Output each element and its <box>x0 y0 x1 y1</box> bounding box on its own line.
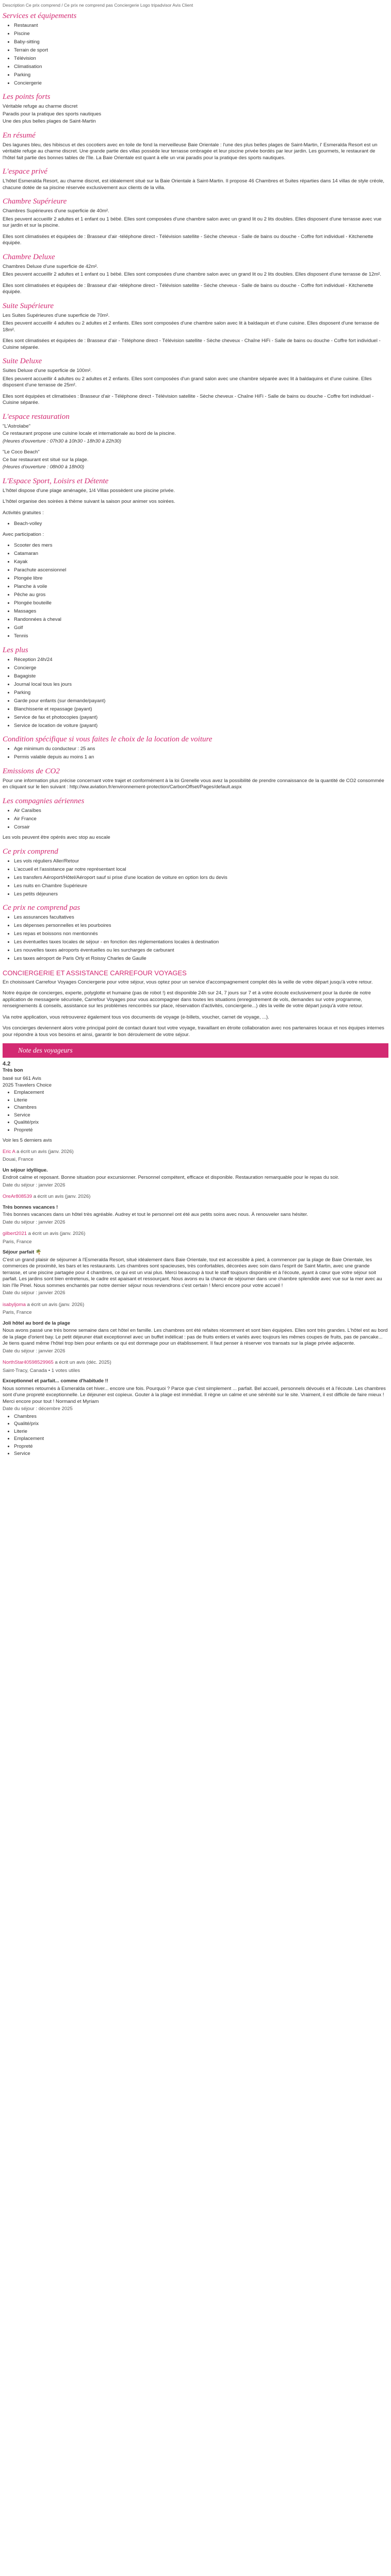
comprend-title: Ce prix comprend <box>3 847 58 856</box>
list-item: • Service de fax et photocopies (payant) <box>14 715 388 721</box>
rating-based: basé sur 661 Avis <box>3 1076 41 1081</box>
list-item: • Catamaran <box>14 551 388 557</box>
review-written: a écrit un avis (janv. 2026) <box>27 1301 85 1308</box>
review-place: Paris, France <box>3 1310 32 1315</box>
list-item: • Parking <box>14 690 388 697</box>
review-date: Date du séjour : janvier 2026 <box>3 1219 66 1225</box>
review-meta <box>3 1231 388 1238</box>
reviews-intro[interactable]: Voir les 5 derniers avis <box>3 1138 52 1143</box>
review-place: Paris, France <box>3 1239 32 1245</box>
list-item: • Les éventuelles taxes locales de séjour - en fonction des réglementations locales à destination <box>14 939 388 946</box>
list-item: • Piscine <box>14 31 388 38</box>
list-item: • Les repas et boissons non mentionnés <box>14 931 388 938</box>
suite-sup-capacity: Elles peuvent accueillir 4 adultes ou 2 adultes et 2 enfants. Elles sont composées d'une chambre salon avec lit à baldaquin et d'une cuisine. Elles disposent d'une terrasse de 18m². <box>3 320 380 333</box>
review-author[interactable]: OreAr808539 <box>3 1194 32 1199</box>
list-item: • Journal local tous les jours <box>14 682 388 688</box>
rating-since: 2025 Travelers Choice <box>3 1082 52 1088</box>
review-author[interactable]: NorthStar40598529965 <box>3 1360 54 1365</box>
suite-sup-size: Les Suites Supérieures d'une superficie de 70m². <box>3 312 110 318</box>
compagnies-title: Les compagnies aériennes <box>3 796 85 805</box>
chambre-deluxe-capacity: Elles peuvent accueillir 2 adultes et 1 enfant ou 1 bébé. Elles sont composées d'une chambre salon avec un grand lit ou 2 lits doubles. Elles disposent d'une terrasse de 12m². <box>3 272 381 277</box>
list-item: • Chambres <box>14 1414 388 1420</box>
compagnies-list <box>3 808 388 831</box>
list-item: • Scooter des mers <box>14 543 388 549</box>
list-item: • Age minimum du conducteur : 25 ans <box>14 746 388 753</box>
list-item: • Tennis <box>14 633 388 640</box>
comprend-list <box>3 858 388 898</box>
review-criteria <box>3 1414 388 1458</box>
review <box>3 1302 388 1355</box>
review-meta <box>3 1360 388 1366</box>
breadcrumb-tabs[interactable]: Description Ce prix comprend / Ce prix ne comprend pas Conciergerie Logo tripadvisor Avis Client <box>3 3 193 8</box>
list-item: • Bagagiste <box>14 673 388 680</box>
suite-sup-title: Suite Supérieure <box>3 301 54 310</box>
restaurant-2-desc: Ce bar restaurant est situé sur la plage. <box>3 456 89 463</box>
rating-summary <box>3 1061 388 1133</box>
list-item: • Air Caraïbes <box>14 808 388 815</box>
chambre-sup-equipment: Elles sont climatisées et équipées de : Brasseur d'air -téléphone direct - Télévision satellite - Sèche cheveux - Salle de bains ou douche - Coffre fort individuel - Kitchenette équipée. <box>3 233 373 246</box>
review-date: Date du séjour : janvier 2026 <box>3 1348 66 1354</box>
review <box>3 1360 388 1458</box>
suite-deluxe-capacity: Elles peuvent accueillir 4 adultes ou 2 adultes et 2 enfants. Elles sont composées d'un grand salon avec une chambre séparée avec lit à baldaquins et d'une cuisine. Elles disposent d'une terrasse de 25m². <box>3 376 372 388</box>
espace-prive-text: L'hôtel Esmeralda Resort, au charme discret, est idéalement situé sur la Baie Orientale à Saint-Martin. Il propose 46 Chambres et Suites réparties dans 14 villas de style créole, chacune dotée de sa piscine réservée exclusivement aux clients de la villa. <box>3 178 385 191</box>
review-date: Date du séjour : décembre 2025 <box>3 1406 73 1412</box>
review-written: a écrit un avis (janv. 2026) <box>28 1231 86 1236</box>
services-title: Services et équipements <box>3 11 77 20</box>
list-item: • Conciergerie <box>14 80 388 87</box>
resume-text: Des lagunes bleu, des hibiscus et des cocotiers avec en toile de fond la merveilleuse Baie Orientale : l'une des plus belles plages de Saint-Martin, l' Esmeralda Resort est un véritable refuge au charme discret. Une grande partie des villas possède leur terrasse ombragée et leur piscine privée bordés par leur jardin. Les gourmets, le restaurant de l'hôtel fait partie des bonnes tables de l'île. La Baie Orientale est quant à elle un vrai paradis pour la pratique des sports nautiques. <box>3 142 378 161</box>
chambre-deluxe-equipment: Elles sont climatisées et équipées de : Brasseur d'air -téléphone direct - Télévision satellite - Sèche cheveux - Salle de bains ou douche - Coffre fort individuel - Kitchenette équipée. <box>3 282 373 295</box>
list-item: • Climatisation <box>14 64 388 71</box>
resume-title: En résumé <box>3 131 36 140</box>
review <box>3 1194 388 1226</box>
list-item: • Plongée bouteille <box>14 600 388 607</box>
list-item: • Permis valable depuis au moins 1 an <box>14 754 388 761</box>
restauration-title: L'espace restauration <box>3 412 70 421</box>
list-item: • Parachute ascensionnel <box>14 567 388 574</box>
review <box>3 1231 388 1297</box>
review-meta <box>3 1194 388 1200</box>
list-item: • Les petits déjeuners <box>14 891 388 898</box>
points-forts-title: Les points forts <box>3 93 51 101</box>
co2-title: Emissions de CO2 <box>3 767 60 775</box>
point-fort-2: Paradis pour la pratique des sports nautiques <box>3 111 102 117</box>
restaurant-1-name: "L'Astrolabe" <box>3 423 30 429</box>
list-item: • Qualité/prix <box>14 1421 388 1428</box>
conciergerie-p4: Vos concierges deviennent alors votre principal point de contact durant tout votre voyage, travaillant en étroite collaboration avec nos partenaires locaux et nos équipes internes pour répondre à tous vos besoins et ainsi, garantir le bon déroulement de votre séjour. <box>3 1025 384 1038</box>
review-author[interactable]: gilbert2021 <box>3 1231 27 1236</box>
list-item: • Service <box>14 1112 388 1119</box>
ne-comprend-list <box>3 914 388 962</box>
restaurant-2-name: "Le Coco Beach" <box>3 449 40 455</box>
restaurant-1-hours: (Heures d'ouverture : 07h30 à 10h30 - 18h30 à 22h30) <box>3 438 121 444</box>
restaurant-1-desc: Ce restaurant propose une cuisine locale et internationale au bord de la piscine. <box>3 431 176 436</box>
sport-free-label: Activités gratuites : <box>3 510 44 516</box>
list-item: • Réception 24h/24 <box>14 657 388 664</box>
list-item: • Kayak <box>14 559 388 566</box>
review-written: a écrit un avis (déc. 2025) <box>55 1360 111 1365</box>
sport-paid-label: Avec participation : <box>3 531 44 537</box>
list-item: • Chambres <box>14 1105 388 1111</box>
list-item: • Literie <box>14 1429 388 1435</box>
suite-deluxe-title: Suite Deluxe <box>3 357 42 365</box>
review-meta <box>3 1302 388 1309</box>
co2-text: Pour une information plus précise concernant votre trajet et conformément à la loi Grenelle vous avez la possibilité de prendre connaissance de la quantité de CO2 consommée en cliquant sur le lien suivant : http://ww.aviation.fr/environnement-protection/CarbonOffset/Pages/default.aspx <box>3 777 384 790</box>
review-text: Nous sommes retournés à Esmeralda cet hiver... encore une fois. Pourquoi ? Parce que c'est simplement ... parfait. Bel accueil, personnels dévoués et à l'écoute. Les chambres sont d'une propreté exceptionnelle. Le déjeuner est copieux. Gouter à la plage est immédiat. Il règne un calme et une sérénité sur le site. Vraiment, il est difficile de faire mieux ! Merci encore pour tout ! Normand et Myriam <box>3 1385 386 1404</box>
list-item: • Service <box>14 1451 388 1458</box>
list-item: • Emplacement <box>14 1090 388 1096</box>
chambre-deluxe-size: Chambres Deluxe d'une superficie de 42m². <box>3 263 99 269</box>
conciergerie-p1: En choisissant Carrefour Voyages Conciergerie pour votre séjour, vous optez pour un service d'accompagnement complet dès la veille de votre départ jusqu'à votre retour. <box>3 979 373 985</box>
review <box>3 1149 388 1189</box>
review-author[interactable]: Eric A <box>3 1148 15 1155</box>
review-place: Saint-Tracy, Canada • 1 votes utiles <box>3 1367 80 1374</box>
reviews-header: Note des voyageurs <box>3 1043 388 1058</box>
review-title: Très bonnes vacances ! <box>3 1204 58 1210</box>
list-item: • Parking <box>14 72 388 79</box>
espace-prive-title: L'espace privé <box>3 167 47 176</box>
chambre-sup-title: Chambre Supérieure <box>3 197 67 206</box>
list-item: • Randonnées à cheval <box>14 617 388 623</box>
conciergerie-p3: Via notre application, vous retrouverez également tous vos documents de voyage (e-billets, voucher, carnet de voyage, ...). <box>3 1014 269 1020</box>
review-title: Séjour parfait 🌴 <box>3 1249 42 1255</box>
chambre-sup-size: Chambres Supérieures d'une superficie de 40m². <box>3 208 109 214</box>
list-item: • Concierge <box>14 665 388 672</box>
chambre-deluxe-title: Chambre Deluxe <box>3 252 55 261</box>
condition-list <box>3 746 388 761</box>
review-author[interactable]: isabyljoma <box>3 1301 26 1308</box>
condition-title: Condition spécifique si vous faites le choix de la location de voiture <box>3 735 213 743</box>
review-date: Date du séjour : janvier 2026 <box>3 1182 66 1188</box>
suite-sup-equipment: Elles sont climatisées et équipées de : Brasseur d'air - Téléphone direct - Télévision satellite - Sèche cheveux - Chaîne HiFi - Salle de bains ou douche - Coffre fort individuel - Cuisine séparée. <box>3 338 381 350</box>
list-item: • Air France <box>14 816 388 823</box>
list-item: • Literie <box>14 1097 388 1104</box>
list-item: • Garde pour enfants (sur demande/payant) <box>14 698 388 705</box>
review-text: Nous avons passé une très bonne semaine dans cet hôtel en famille. Les chambres ont été refaites récemment et sont bien équipées. Elles sont très grandes. L'hôtel est au bord de la plage d'orient bay. Le petit déjeuner était exceptionnel avec un buffet indélicat : pas de fruits entiers et variés avec toujours les mêmes coupes de fruits, pas de pancake... Je tiens quand même l'hôtel trop bien pour enfants ce qui est dommage pour un établissement. Il faut penser à réserver vos transats sur la plage privée adjacente. <box>3 1328 388 1346</box>
sport-title: L'Espace Sport, Loisirs et Détente <box>3 477 109 485</box>
list-item: • Corsair <box>14 824 388 831</box>
point-fort-1: Véritable refuge au charme discret <box>3 104 78 109</box>
list-item: • Les transfers Aéroport/Hôtel/Aéroport sauf si prise d'une location de voiture en option lors du devis <box>14 875 388 882</box>
list-item: • Restaurant <box>14 23 388 29</box>
list-item: • Massages <box>14 608 388 615</box>
list-item: • Service de location de voiture (payant) <box>14 723 388 730</box>
sport-beach: L'hôtel dispose d'une plage aménagée, 1/4 Villas possèdent une piscine privée. <box>3 487 175 494</box>
sport-soirees: L'hôtel organise des soirées à thème suivant la saison pour animer vos soirées. <box>3 499 175 504</box>
chambre-sup-capacity: Elles peuvent accueillir 2 adultes et 1 enfant ou 1 bébé. Elles sont composées d'une chambre salon avec un grand lit ou 2 lits doubles. Elles disposent d'une terrasse avec vue sur jardin et sur la piscine. <box>3 216 382 228</box>
list-item: • Les nuits en Chambre Supérieure <box>14 883 388 890</box>
list-item: • Les assurances facultatives <box>14 914 388 921</box>
list-item: • Beach-volley <box>14 521 388 528</box>
review-text: Endroit calme et reposant. Bonne situation pour excursionner. Personnel compétent, efficace et disponible. Restauration remarquable pour le repas du soir. <box>3 1175 339 1180</box>
list-item: • Télévision <box>14 56 388 62</box>
review-written: a écrit un avis (janv. 2026) <box>33 1194 91 1199</box>
sport-paid-list <box>3 543 388 640</box>
point-fort-3: Une des plus belles plages de Saint-Martin <box>3 118 96 124</box>
list-item: • Propreté <box>14 1127 388 1134</box>
reviews-list <box>3 1149 388 1458</box>
list-item: • Plongée libre <box>14 575 388 582</box>
review-text: Très bonnes vacances dans un hôtel très agréable. Audrey et tout le personnel ont été aux petits soins avec nous. À renouveler sans hésiter. <box>3 1212 308 1217</box>
suite-deluxe-equipment: Elles sont équipées et climatisées : Brasseur d'air - Téléphone direct - Télévision satellite - Sèche cheveux - Chaîne HiFi - Salle de bains ou douche - Coffre fort individuel - Cuisine séparée. <box>3 393 374 405</box>
list-item: • Propreté <box>14 1444 388 1450</box>
list-item: • Les dépenses personnelles et les pourboires <box>14 923 388 929</box>
ne-comprend-title: Ce prix ne comprend pas <box>3 904 80 912</box>
list-item: • Planche à voile <box>14 584 388 590</box>
list-item: • Les nouvelles taxes aéroports éventuelles ou les surcharges de carburant <box>14 947 388 954</box>
review-title: Joli hôtel au bord de la plage <box>3 1320 70 1326</box>
list-item: • Emplacement <box>14 1436 388 1443</box>
review-title: Un séjour idyllique. <box>3 1167 48 1173</box>
review-title: Exceptionnel et parfait... comme d'habitude !! <box>3 1378 108 1384</box>
list-item: • Blanchisserie et repassage (payant) <box>14 706 388 713</box>
restaurant-2-hours: (Heures d'ouverture : 08h00 à 18h00) <box>3 464 85 470</box>
review-meta <box>3 1149 388 1156</box>
review-text: C'est un grand plaisir de séjourner à l'Esmeralda Resort, situé idéalement dans Baie Orientale, tout est accessible à pied, à commencer par la plage de Baie Orientale, les commerces de proximité, les bars et les restaurants. Les chambres sont spacieuses, très confortables, décorées avec soin dans l'esprit de Saint Martin, avec une grande terrasse, et une piscine partagée pour 4 chambres, ce qui est un vrai plus. Merci beaucoup à tout le staff toujours disponible et à l'écoute, ayant à cœur que votre séjour soit parfait. Les jardins sont bien entretenus, le cadre est apaisant et ressourçant. Nous avons eu la chance de séjourner dans une chambre splendide avec vue sur la mer avec au loin l'île Pinel. Nous sommes enchantés par notre dernier séjour nous reviendrons c'est certain ! Merci encore pour votre accueil ! <box>3 1257 382 1289</box>
list-item: • Baby-sitting <box>14 39 388 46</box>
list-item: • Pêche au gros <box>14 592 388 599</box>
list-item: • Terrain de sport <box>14 47 388 54</box>
list-item: • Les taxes aéroport de Paris Orly et Roissy Charles de Gaulle <box>14 956 388 962</box>
list-item: • Qualité/prix <box>14 1120 388 1126</box>
rating-score: 4.2 <box>3 1061 11 1067</box>
list-item: • Golf <box>14 625 388 632</box>
plus-title: Les plus <box>3 646 28 654</box>
conciergerie-p2: Notre équipe de concierges, experte, polyglotte et humaine (pas de robot !) est disponible 24h sur 24, 7 jours sur 7 et à votre écoute exclusivement pour la durée de notre application de messagerie sécurisée, Carrefour Voyages pour vous accompagner dans toutes les situations (enregistrement de vols, demandes sur votre programme, renseignements & conseils, assistance sur les problèmes rencontrés sur place, réservation d'activités, conciergerie...) dès la veille de votre départ jusqu'à votre retour. <box>3 990 371 1009</box>
rating-label: Très bon <box>3 1067 23 1073</box>
compagnies-note: Les vols peuvent être opérés avec stop au escale <box>3 835 110 840</box>
review-date: Date du séjour : janvier 2026 <box>3 1290 66 1296</box>
review-place: Douai, France <box>3 1157 34 1162</box>
plus-list <box>3 657 388 730</box>
suite-deluxe-size: Suites Deluxe d'une superficie de 100m². <box>3 368 92 374</box>
review-written: a écrit un avis (janv. 2026) <box>16 1148 74 1155</box>
rating-criteria <box>3 1090 388 1133</box>
services-list <box>3 23 388 87</box>
conciergerie-title: CONCIERGERIE ET ASSISTANCE CARREFOUR VOYAGES <box>3 969 187 977</box>
list-item: • L'accueil et l'assistance par notre représentant local <box>14 867 388 873</box>
sport-free-list <box>3 521 388 528</box>
list-item: • Les vols réguliers Aller/Retour <box>14 858 388 865</box>
